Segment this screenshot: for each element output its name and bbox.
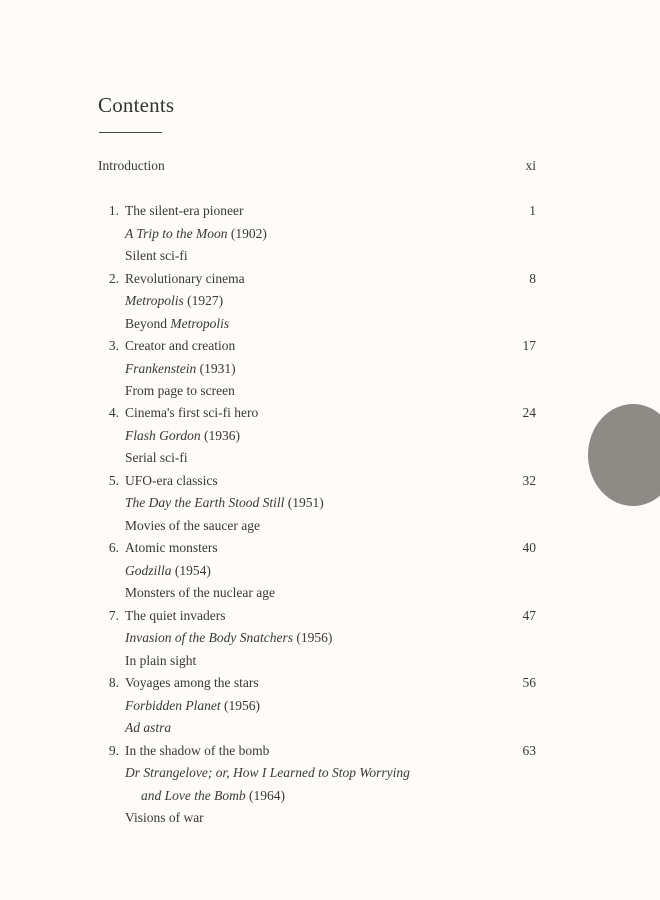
- film-title: A Trip to the Moon: [125, 226, 228, 241]
- toc-film-line: [0, 425, 660, 447]
- toc-chapter-7[interactable]: [0, 605, 660, 627]
- toc-chapter-3[interactable]: [0, 335, 660, 357]
- chapter-subtitle: Visions of war: [125, 810, 204, 825]
- film-year: (1936): [204, 428, 241, 443]
- film-reference: [125, 695, 260, 717]
- toc-film-line: [0, 695, 660, 717]
- film-reference: [125, 627, 332, 649]
- film-reference: [125, 560, 211, 582]
- toc-chapter-2[interactable]: [0, 268, 660, 290]
- film-year: (1954): [174, 563, 211, 578]
- toc-film-line: [0, 358, 660, 380]
- toc-chapter-1[interactable]: [0, 200, 660, 222]
- chapter-subtitle: From page to screen: [125, 383, 235, 398]
- film-reference: [125, 762, 410, 784]
- chapter-subtitle: Serial sci-fi: [125, 450, 188, 465]
- toc-film-line: [0, 627, 660, 649]
- chapter-number: 3.: [108, 338, 119, 353]
- introduction-page-number: xi: [525, 158, 536, 173]
- chapter-page-number: 40: [522, 540, 536, 555]
- film-year: (1931): [199, 361, 236, 376]
- chapter-subtitle: Silent sci-fi: [125, 248, 188, 263]
- toc-film-line: [0, 492, 660, 514]
- film-title: Forbidden Planet: [125, 698, 221, 713]
- film-year: (1964): [248, 788, 285, 803]
- film-reference: [125, 425, 240, 447]
- toc-subtitle-line: [0, 515, 660, 537]
- chapter-subtitle: [125, 313, 229, 335]
- film-title: Metropolis: [125, 293, 184, 308]
- film-title: Frankenstein: [125, 361, 197, 376]
- film-reference: [125, 492, 324, 514]
- toc-chapter-8[interactable]: [0, 672, 660, 694]
- chapter-page-number: 56: [522, 675, 536, 690]
- film-title: Godzilla: [125, 563, 172, 578]
- film-year: (1956): [223, 698, 260, 713]
- film-reference-continued: [141, 785, 285, 807]
- title-underline: [99, 132, 162, 133]
- chapter-number: 7.: [108, 608, 119, 623]
- film-year: (1951): [287, 495, 324, 510]
- toc-chapter-9[interactable]: [0, 740, 660, 762]
- toc-film-line: [0, 560, 660, 582]
- chapter-number: 5.: [108, 473, 119, 488]
- film-year: (1956): [296, 630, 333, 645]
- toc-film-line: [0, 762, 660, 784]
- chapter-number: 2.: [108, 271, 119, 286]
- chapter-title: The silent-era pioneer: [125, 203, 244, 218]
- toc-chapter-5[interactable]: [0, 470, 660, 492]
- chapter-title: Revolutionary cinema: [125, 271, 245, 286]
- chapter-number: 6.: [108, 540, 119, 555]
- chapter-page-number: 24: [522, 405, 536, 420]
- chapter-page-number: 63: [522, 743, 536, 758]
- chapter-number: 9.: [108, 743, 119, 758]
- toc-subtitle-line: [0, 807, 660, 829]
- toc-film-line: [0, 223, 660, 245]
- toc-subtitle-line: [0, 650, 660, 672]
- film-year: (1927): [187, 293, 224, 308]
- chapter-title: UFO-era classics: [125, 473, 218, 488]
- chapter-page-number: 47: [522, 608, 536, 623]
- chapter-title: Cinema's first sci-fi hero: [125, 405, 259, 420]
- chapter-title: Voyages among the stars: [125, 675, 259, 690]
- chapter-subtitle: [125, 717, 171, 739]
- chapter-page-number: 8: [529, 271, 536, 286]
- chapter-subtitle: Movies of the saucer age: [125, 518, 260, 533]
- toc-subtitle-line: [0, 582, 660, 604]
- film-title: The Day the Earth Stood Still: [125, 495, 285, 510]
- chapter-number: 1.: [108, 203, 119, 218]
- toc-subtitle-line: [0, 447, 660, 469]
- chapter-page-number: 17: [522, 338, 536, 353]
- subtitle-prefix: Beyond: [125, 316, 171, 331]
- chapter-number: 8.: [108, 675, 119, 690]
- film-year: (1902): [230, 226, 267, 241]
- film-title-continued: and Love the Bomb: [141, 788, 246, 803]
- subtitle-italic: Ad astra: [125, 720, 172, 735]
- film-reference: [125, 358, 236, 380]
- film-title: Invasion of the Body Snatchers: [125, 630, 293, 645]
- film-reference: [125, 223, 267, 245]
- film-title: Dr Strangelove; or, How I Learned to Stop Worrying: [125, 765, 410, 780]
- toc-film-line: [0, 290, 660, 312]
- toc-subtitle-line: [0, 313, 660, 335]
- chapter-page-number: 32: [522, 473, 536, 488]
- toc-subtitle-line: [0, 245, 660, 267]
- toc-introduction[interactable]: [0, 155, 660, 177]
- film-title: Flash Gordon: [125, 428, 201, 443]
- chapter-page-number: 1: [529, 203, 536, 218]
- chapter-title: In the shadow of the bomb: [125, 743, 270, 758]
- film-reference: [125, 290, 223, 312]
- chapter-title: Creator and creation: [125, 338, 236, 353]
- chapter-title: Atomic monsters: [125, 540, 218, 555]
- toc-chapter-6[interactable]: [0, 537, 660, 559]
- chapter-number: 4.: [108, 405, 119, 420]
- page-title: Contents: [98, 93, 175, 117]
- toc-subtitle-line: [0, 717, 660, 739]
- introduction-label: Introduction: [98, 158, 165, 173]
- toc-film-line-continued: [0, 785, 660, 807]
- subtitle-italic: Metropolis: [170, 316, 230, 331]
- toc-subtitle-line: [0, 380, 660, 402]
- toc-chapter-4[interactable]: [0, 402, 660, 424]
- chapter-title: The quiet invaders: [125, 608, 226, 623]
- chapter-subtitle: In plain sight: [125, 653, 197, 668]
- chapter-subtitle: Monsters of the nuclear age: [125, 585, 275, 600]
